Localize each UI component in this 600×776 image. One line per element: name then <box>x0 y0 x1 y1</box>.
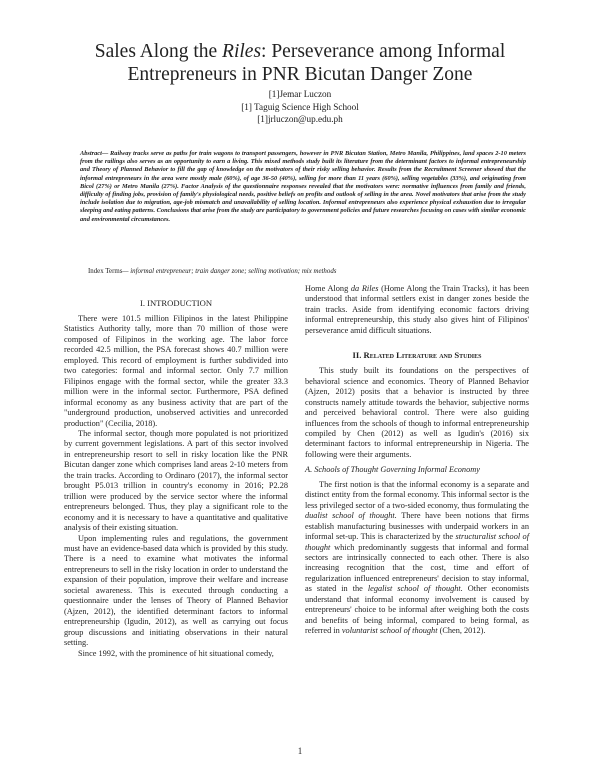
intro-paragraph-3: Upon implementing rules and regulations, the government must have an evidence-based data which is provided by this study. There is a need to examine what motivates the informal entrepreneurs to sell in the risky location in order to understand the expansion of their population, improve their welfare and increase societal awareness. This is executed through conducting a questionnaire under the lenses of Theory of Planned Behavior (Ajzen, 2012), the identified determinant factors to informal entrepreneurship (Igudin, 2012), as well as carrying out focus group discussions and initiating observations in their natural setting. <box>64 533 288 648</box>
author-affiliation: [1] Taguig Science High School <box>241 101 359 112</box>
intro-paragraph-2: The informal sector, though more populated is not prioritized by current government legislations. A part of this sector involved in entrepreneurship resort to sell in risky location like the PNR Bicutan danger zone which comprises land areas 2-10 meters from the train tracks. According to Ordinaro (2017), the informal sector brought P5.013 trillion in country's economy in 2016; P2.28 trillion were produced by the service sector where the informal entrepreneurs belonged. Thus, they play a significant role to the economy and it is necessary to have a quantitative and qualitative analysis of their existing situation. <box>64 428 288 533</box>
p3-c: which predominantly suggests that informal and formal sectors are intrinsically connected to each other. There is also increasing recognition that the cost, time and effort of regularization influenced entrepreneurs' decision to stay informal, as stated in the <box>305 542 529 594</box>
p3-i3: legalist school of thought. <box>367 584 463 594</box>
intro-cont-b: (Home Along the Train Tracks), it has been understood that informal settlers exist in danger zones beside the train tracks. Aside from identifying economic factors driving informal entrepreneurship, this study also gives hint of Filipinos' perseverance amid difficult situations. <box>305 284 529 335</box>
intro-paragraph-4: Since 1992, with the prominence of hit situational comedy, <box>78 648 274 658</box>
intro-cont-a: Home Along <box>305 284 351 293</box>
p3-e: (Chen, 2012). <box>437 626 486 636</box>
section-heading-literature: II. Related Literature and Studies <box>352 350 482 361</box>
index-terms-text: — informal entrepreneur; train danger zone; selling motivation; mix methods <box>122 268 337 275</box>
subsection-heading-schools: A. Schools of Thought Governing Informal Economy <box>305 465 480 475</box>
p3-i1: dualist school of thought. <box>305 511 397 521</box>
page-number: 1 <box>297 746 303 756</box>
index-terms <box>88 267 528 276</box>
left-column <box>64 284 288 659</box>
literature-paragraph: This study built its foundations on the perspectives of behavioral science and economics. Theory of Planned Behavior (Ajzen, 2012) posits that a behavior is instructed by three constructs namely attitude towards the behavior, subjective norms and perceived behavioral control. There were also guiding influences from the schools of though to informal entrepreneurship compiled by Chen (2012) as well as Igudin's (2016) six determinant factors to informal entrepreneurship in Nigeria. The following were their arguments. <box>305 366 529 459</box>
intro-paragraph-1: There were 101.5 million Filipinos in the latest Philippine Statistics Authority tally, more than 70 million of those were composed of Filipinos in the working age. The labor force recorded 42.5 million, the PSA forecast shows 40.7 million were employed. This record of employment is further subdivided into two categories: formal and informal sector. Only 7.7 million Filipinos engage with the formal sector, while the greater 33.3 million were in the informal sector. Furthermore, PSA defined informal economy as any business activity that are part of the "underground production, unobserved activities and unrecorded production" (Cecilia, 2018). <box>64 314 288 428</box>
index-terms-label: Index Terms <box>88 268 123 275</box>
abstract <box>80 150 526 224</box>
p3-i4: voluntarist school of thought <box>341 626 438 636</box>
intro-cont-italic: da Riles <box>350 284 379 293</box>
author-name: [1]Jemar Luczon <box>268 89 332 99</box>
author-block <box>100 88 500 126</box>
title-italic: Riles <box>222 41 262 62</box>
paper-title <box>40 40 560 86</box>
abstract-label: Abstract <box>80 150 102 157</box>
title-part2: : Perseverance among Informal Entrepreneurs in PNR Bicutan Danger Zone <box>127 41 506 85</box>
p3-a: The first notion is that the informal economy is a separate and distinct entity from the formal economy. This informal sector is the less privileged sector of a two-sided economy, thus formulating the <box>305 479 529 510</box>
p3-i2: structuralist school of thought <box>305 532 530 552</box>
title-part1: Sales Along the <box>94 41 223 62</box>
right-column <box>305 284 529 637</box>
p3-b: There have been notions that firms establish manufacturing businesses with underpaid workers in an informal set-up. This is characterized by the <box>305 511 530 542</box>
author-email: [1]jrluczon@up.edu.ph <box>257 114 343 124</box>
schools-paragraph <box>305 480 529 637</box>
abstract-text: — Railway tracks serve as paths for train wagons to transport passengers, however in PNR Bicutan Station, Metro Manila, Philippines, land spaces 2-10 meters from the railings also serves as an opportunity to earn a living. This mixed methods study built its literature from the determinant factors to informal entrepreneurship and Theory of Planned Behavior to fill the gap of knowledge on the motivators of their risky selling behavior. Results from the Recruitment Screener showed that the informal entrepreneurs in the area were mostly male (60%), of age 36-50 (40%), selling for more than 11 years (60%), selling vegetables (33%), and originating from Bicol (27%) or Metro Manila (27%). Factor Analysis of the questionnaire responses revealed that the motivators were: normative influences from family and friends, difficulty of finding jobs, provision of family's physiological needs, positive beliefs on profits and outlook of selling in the area. Novel motivators that arise from the study include isolation due to migration, age-job mismatch and unavailability of selling location. Informal entrepreneurs also experience physical exhaustion due to irregular sleeping and eating patterns. Conclusions that arise from the study are participatory to government policies and future researches focusing on cases with similar economic and environmental circumstances. <box>80 150 526 223</box>
intro-continuation <box>305 284 529 336</box>
p3-d: Other economists understand that informal economy involvement is caused by entrepreneurs' choice to be informal after weighing both the costs and benefits of being informal, compared to being formal, as referred in <box>305 584 529 636</box>
section-heading-introduction: I. INTRODUCTION <box>139 298 213 308</box>
